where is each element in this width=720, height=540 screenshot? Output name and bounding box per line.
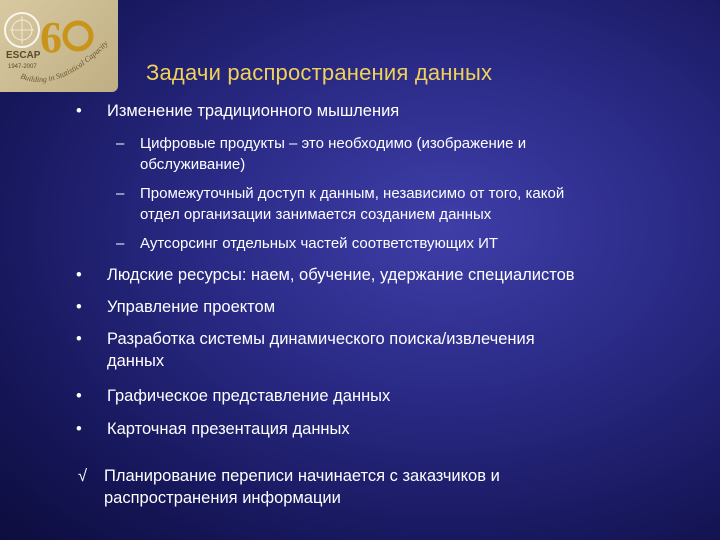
conclusion-text-line-2: распространения информации	[104, 489, 341, 507]
logo-years: 1947-2007	[8, 64, 37, 70]
bullet-marker: •	[76, 330, 82, 348]
bullet-text-line-2: данных	[107, 352, 165, 370]
sub-bullet-text-line-1: Цифровые продукты – это необходимо (изображение и	[140, 135, 527, 152]
conclusion-text-line-1: Планирование переписи начинается с заказчиков и	[104, 467, 500, 485]
svg-text:6: 6	[40, 13, 62, 62]
check-marker: √	[78, 467, 88, 485]
sub-bullet-text-line-2: отдел организации занимается созданием данных	[140, 206, 492, 223]
bullet-item	[76, 385, 391, 407]
sub-bullet-item	[116, 233, 499, 254]
bullet-text: Карточная презентация данных	[107, 420, 350, 438]
bullet-marker: •	[76, 266, 82, 284]
bullet-item	[76, 418, 350, 440]
bullet-marker: •	[76, 298, 82, 316]
dash-marker: –	[116, 235, 125, 252]
bullet-marker: •	[76, 387, 82, 405]
logo-text: ESCAP	[6, 50, 41, 61]
sub-bullet-text: Аутсорсинг отдельных частей соответствующих ИТ	[140, 235, 499, 252]
bullet-text-line-1: Разработка системы динамического поиска/извлечения	[107, 330, 535, 348]
bullet-text: Людские ресурсы: наем, обучение, удержание специалистов	[107, 266, 575, 284]
bullet-marker: •	[76, 420, 82, 438]
bullet-marker: •	[76, 102, 82, 120]
sub-bullet-item	[116, 133, 527, 175]
bullet-item	[76, 264, 575, 286]
bullet-item	[76, 328, 535, 372]
bullet-text: Изменение традиционного мышления	[107, 102, 400, 120]
bullet-text: Графическое представление данных	[107, 387, 391, 405]
dash-marker: –	[116, 135, 125, 152]
bullet-text: Управление проектом	[107, 298, 276, 316]
sub-bullet-text-line-2: обслуживание)	[140, 156, 246, 173]
dash-marker: –	[116, 185, 125, 202]
logo-arc-text: Building in Statistical Capacity	[19, 38, 110, 85]
slide-title: Задачи распространения данных	[146, 60, 493, 85]
sub-bullet-item	[116, 183, 565, 225]
conclusion-item	[78, 465, 500, 509]
sub-bullet-text-line-1: Промежуточный доступ к данным, независимо от того, какой	[140, 185, 565, 202]
bullet-item	[76, 296, 276, 318]
bullet-item	[76, 100, 400, 122]
